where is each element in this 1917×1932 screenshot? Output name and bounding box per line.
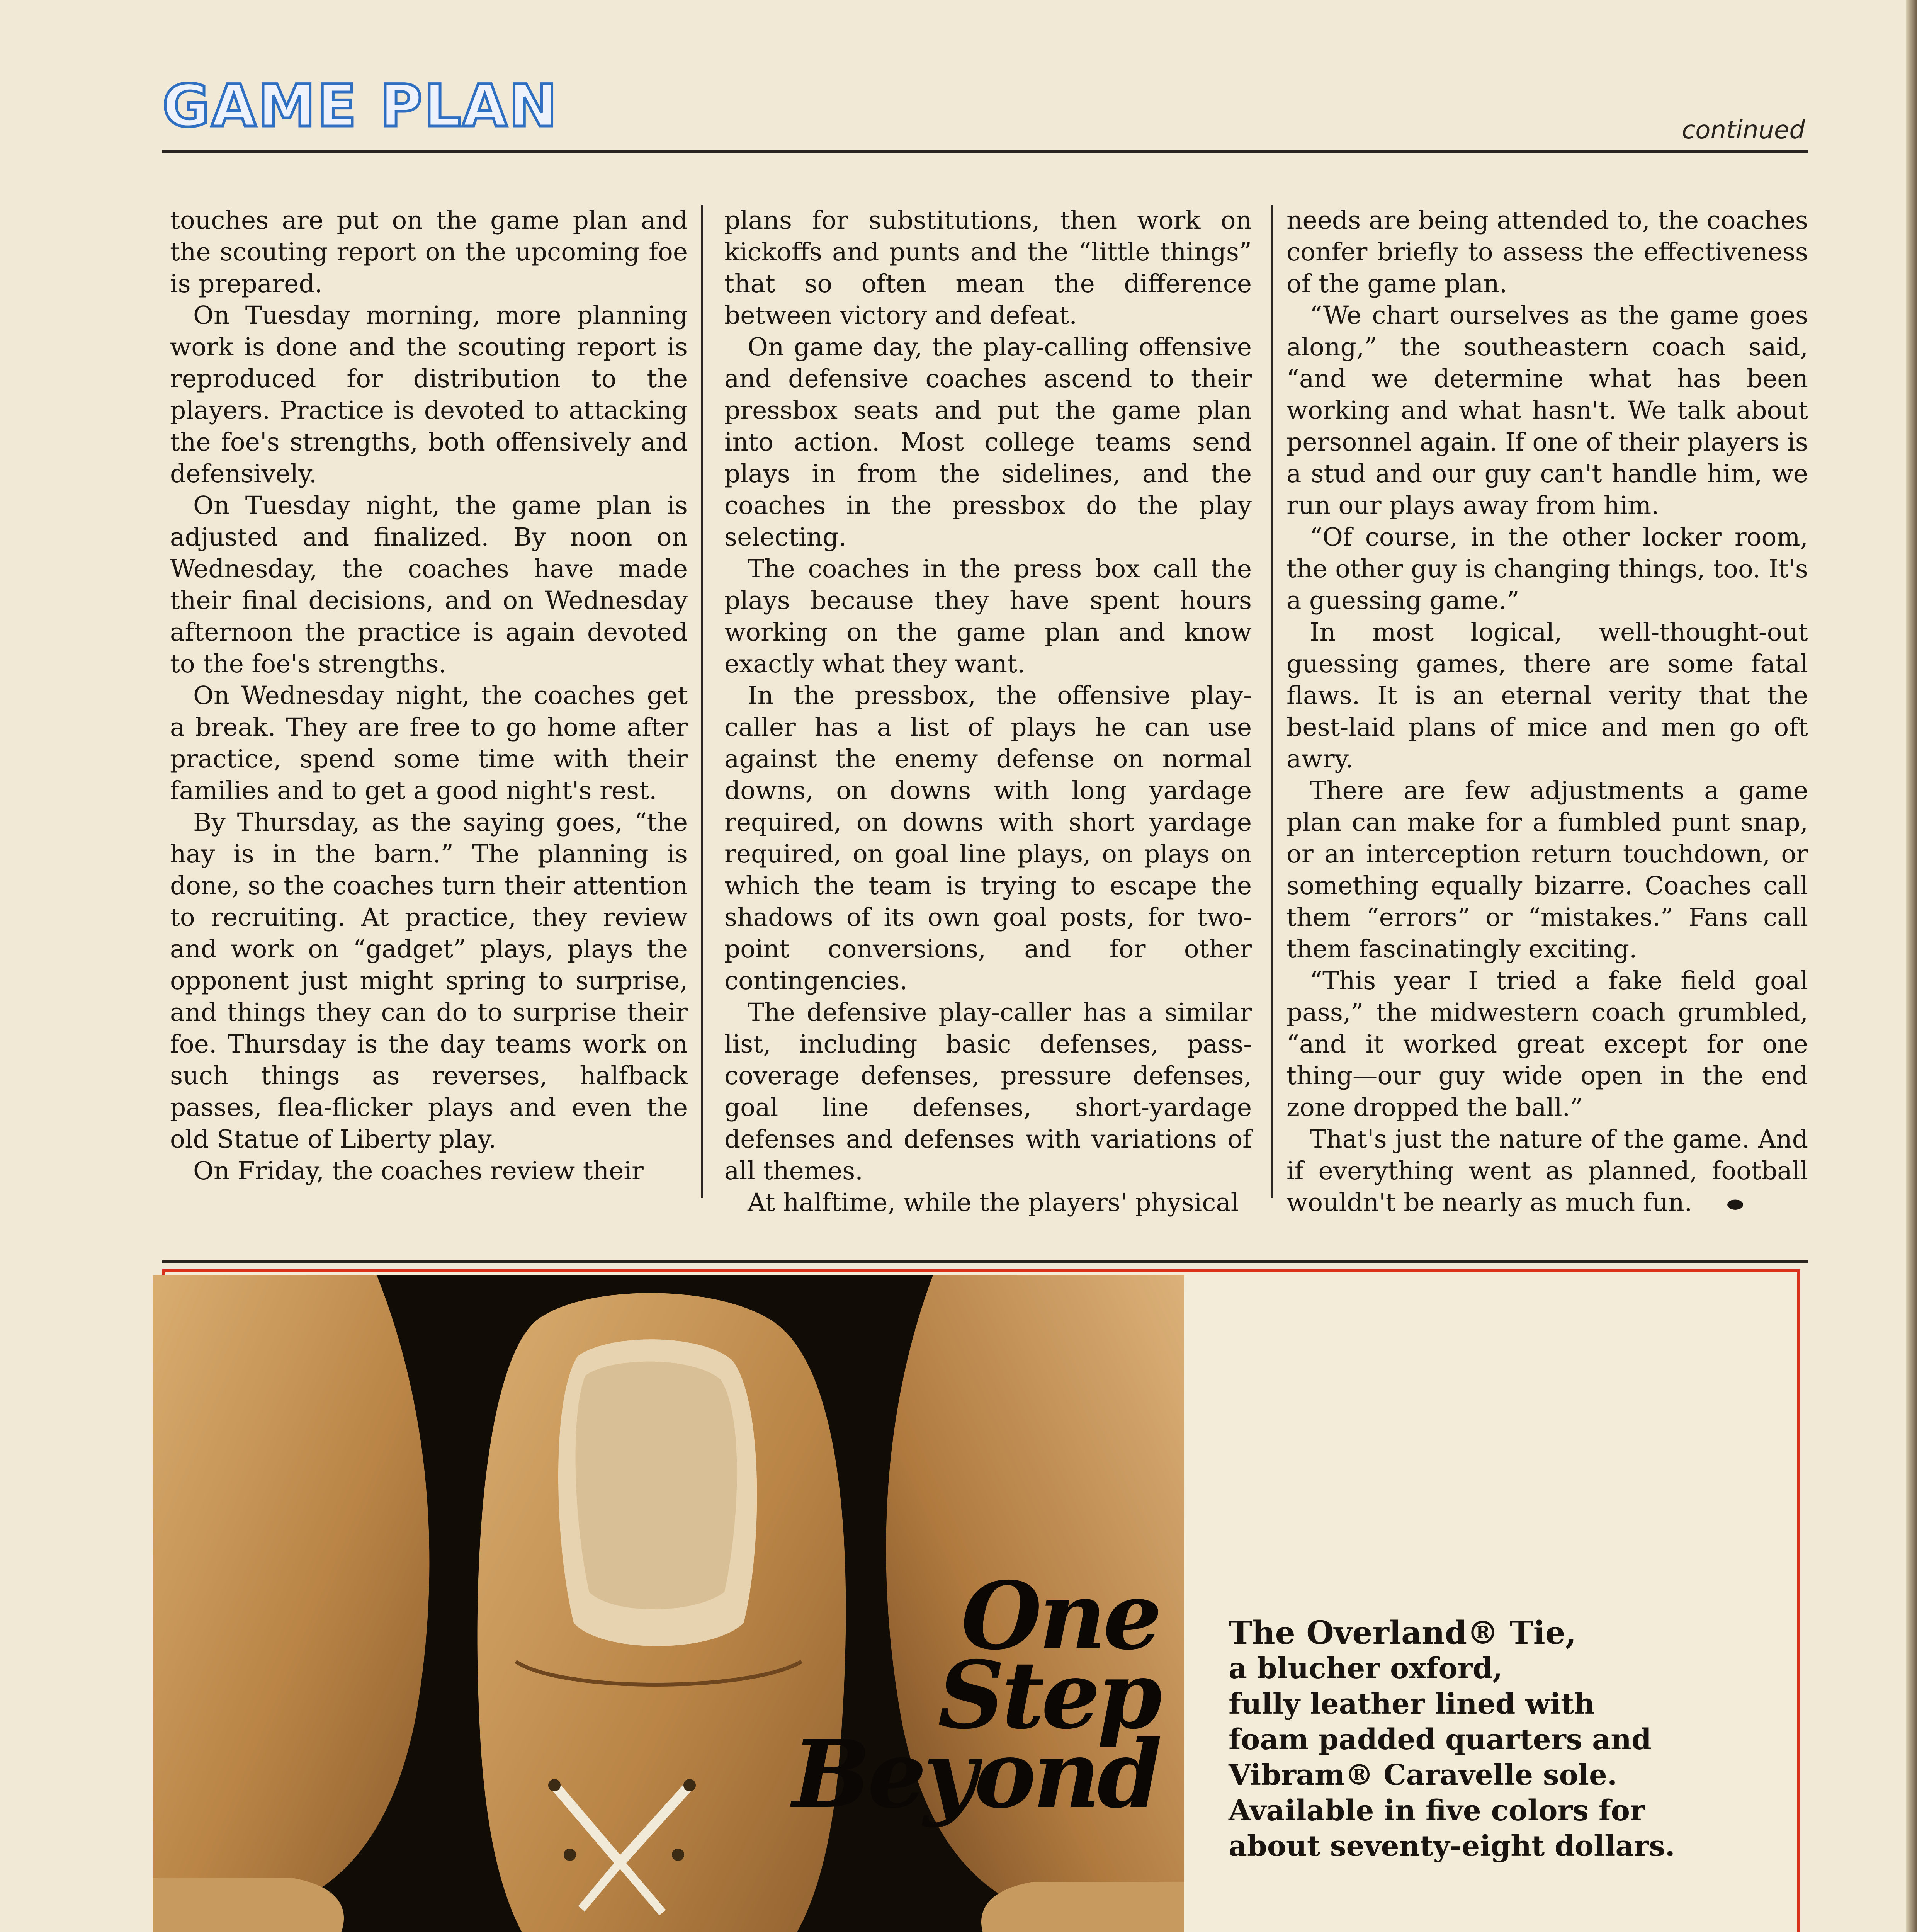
product-line: about seventy-eight dollars. — [1229, 1830, 1675, 1863]
product-description — [1229, 1615, 1692, 1864]
product-line: The Overland® Tie, — [1229, 1614, 1577, 1651]
product-line: a blucher oxford, — [1229, 1652, 1503, 1685]
product-line: Vibram® Caravelle sole. — [1229, 1759, 1617, 1792]
column-rule — [701, 205, 703, 1198]
paragraph: touches are put on the game plan and the scouting report on the upcoming foe is prepared. — [170, 206, 688, 298]
tagline-line: Step — [938, 1641, 1159, 1750]
paragraph: On Wednesday night, the coaches get a break. They are free to go home after practice, spend some time with their families and to get a good night's rest. — [170, 681, 688, 805]
paragraph: In the pressbox, the offensive play-caller has a list of plays he can use against the enemy defense on normal downs, on downs with long yardage required, on downs with short yardage required, on goal line plays, on plays on which the team is trying to escape the shadows of its own goal posts, for two-point conversions, and for other contingencies. — [724, 681, 1252, 995]
product-line: Available in five colors for — [1229, 1794, 1645, 1827]
paragraph: On Tuesday morning, more planning work is done and the scouting report is reproduced for distribution to the players. Practice is devoted to attacking the foe's strengths, both offensively and defensively. — [170, 301, 688, 488]
ad-top-rule — [162, 1260, 1808, 1263]
paragraph: In most logical, well-thought-out guessing games, there are some fatal flaws. It is an eternal verity that the best-laid plans of mice and men go oft awry. — [1286, 618, 1808, 774]
paragraph: On Tuesday night, the game plan is adjusted and finalized. By noon on Wednesday, the coaches have made their final decisions, and on Wednesday afternoon the practice is again devoted to the foe's strengths. — [170, 491, 688, 679]
column-rule — [1271, 205, 1273, 1198]
article-column-1 — [170, 205, 688, 1202]
football-icon: ⬬ — [1727, 1193, 1744, 1216]
article-column-2 — [724, 205, 1252, 1217]
paragraph: On game day, the play-calling offensive and defensive coaches ascend to their pressbox seats and put the game plan into action. Most college teams send plays in from the sidelines, and the coaches in the pressbox do the play selecting. — [724, 333, 1252, 552]
continued-label: continued — [1682, 116, 1805, 145]
paragraph: plans for substitutions, then work on kickoffs and punts and the “little things” that so often mean the difference between victory and defeat. — [724, 206, 1252, 330]
header-rule — [162, 150, 1808, 153]
paragraph: “We chart ourselves as the game goes along,” the southeastern coach said, “and we determine what has been working and what hasn't. We talk about personnel again. If one of their players is a stud and our guy can't handle him, we run our plays away from him. — [1286, 301, 1808, 520]
section-tag: GAME PLAN — [162, 73, 559, 140]
paragraph: By Thursday, as the saying goes, “the hay is in the barn.” The planning is done, so the coaches turn their attention to recruiting. At practice, they review and work on “gadget” plays, plays the opponent just might spring to surprise, and things they can do to surprise their foe. Thursday is the day teams work on such things as reverses, halfback passes, flea-flicker plays and even the old Statue of Liberty play. — [170, 808, 688, 1154]
ad-tagline — [773, 1561, 1159, 1829]
product-line: fully leather lined with — [1229, 1687, 1595, 1721]
paragraph: At halftime, while the players' physical — [748, 1188, 1239, 1217]
paragraph: “This year I tried a fake field goal pass,” the midwestern coach grumbled, “and it worked great except for one thing—our guy wide open in the end zone dropped the ball.” — [1286, 966, 1808, 1122]
tagline-line: One — [961, 1561, 1159, 1670]
tagline-line: Beyond — [792, 1720, 1159, 1829]
paragraph: That's just the nature of the game. And if everything went as planned, football wouldn't be nearly as much fun. — [1286, 1125, 1808, 1217]
paragraph: There are few adjustments a game plan can make for a fumbled punt snap, or an interception return touchdown, or something equally bizarre. Coaches call them “errors” or “mistakes.” Fans call them fascinatingly exciting. — [1286, 776, 1808, 964]
paragraph: The defensive play-caller has a similar list, including basic defenses, pass-coverage defenses, pressure defenses, goal line defenses, short-yardage defenses and defenses with variations of all themes. — [724, 998, 1252, 1185]
paragraph: “Of course, in the other locker room, the other guy is changing things, too. It's a guessing game.” — [1286, 523, 1808, 615]
article-column-3 — [1286, 205, 1808, 1217]
page-edge — [1906, 0, 1917, 1932]
paragraph: needs are being attended to, the coaches confer briefly to assess the effectiveness of the game plan. — [1286, 206, 1808, 298]
paragraph: The coaches in the press box call the plays because they have spent hours working on the game plan and know exactly what they want. — [724, 554, 1252, 679]
paragraph: On Friday, the coaches review their — [193, 1156, 644, 1185]
product-line: foam padded quarters and — [1229, 1723, 1652, 1756]
